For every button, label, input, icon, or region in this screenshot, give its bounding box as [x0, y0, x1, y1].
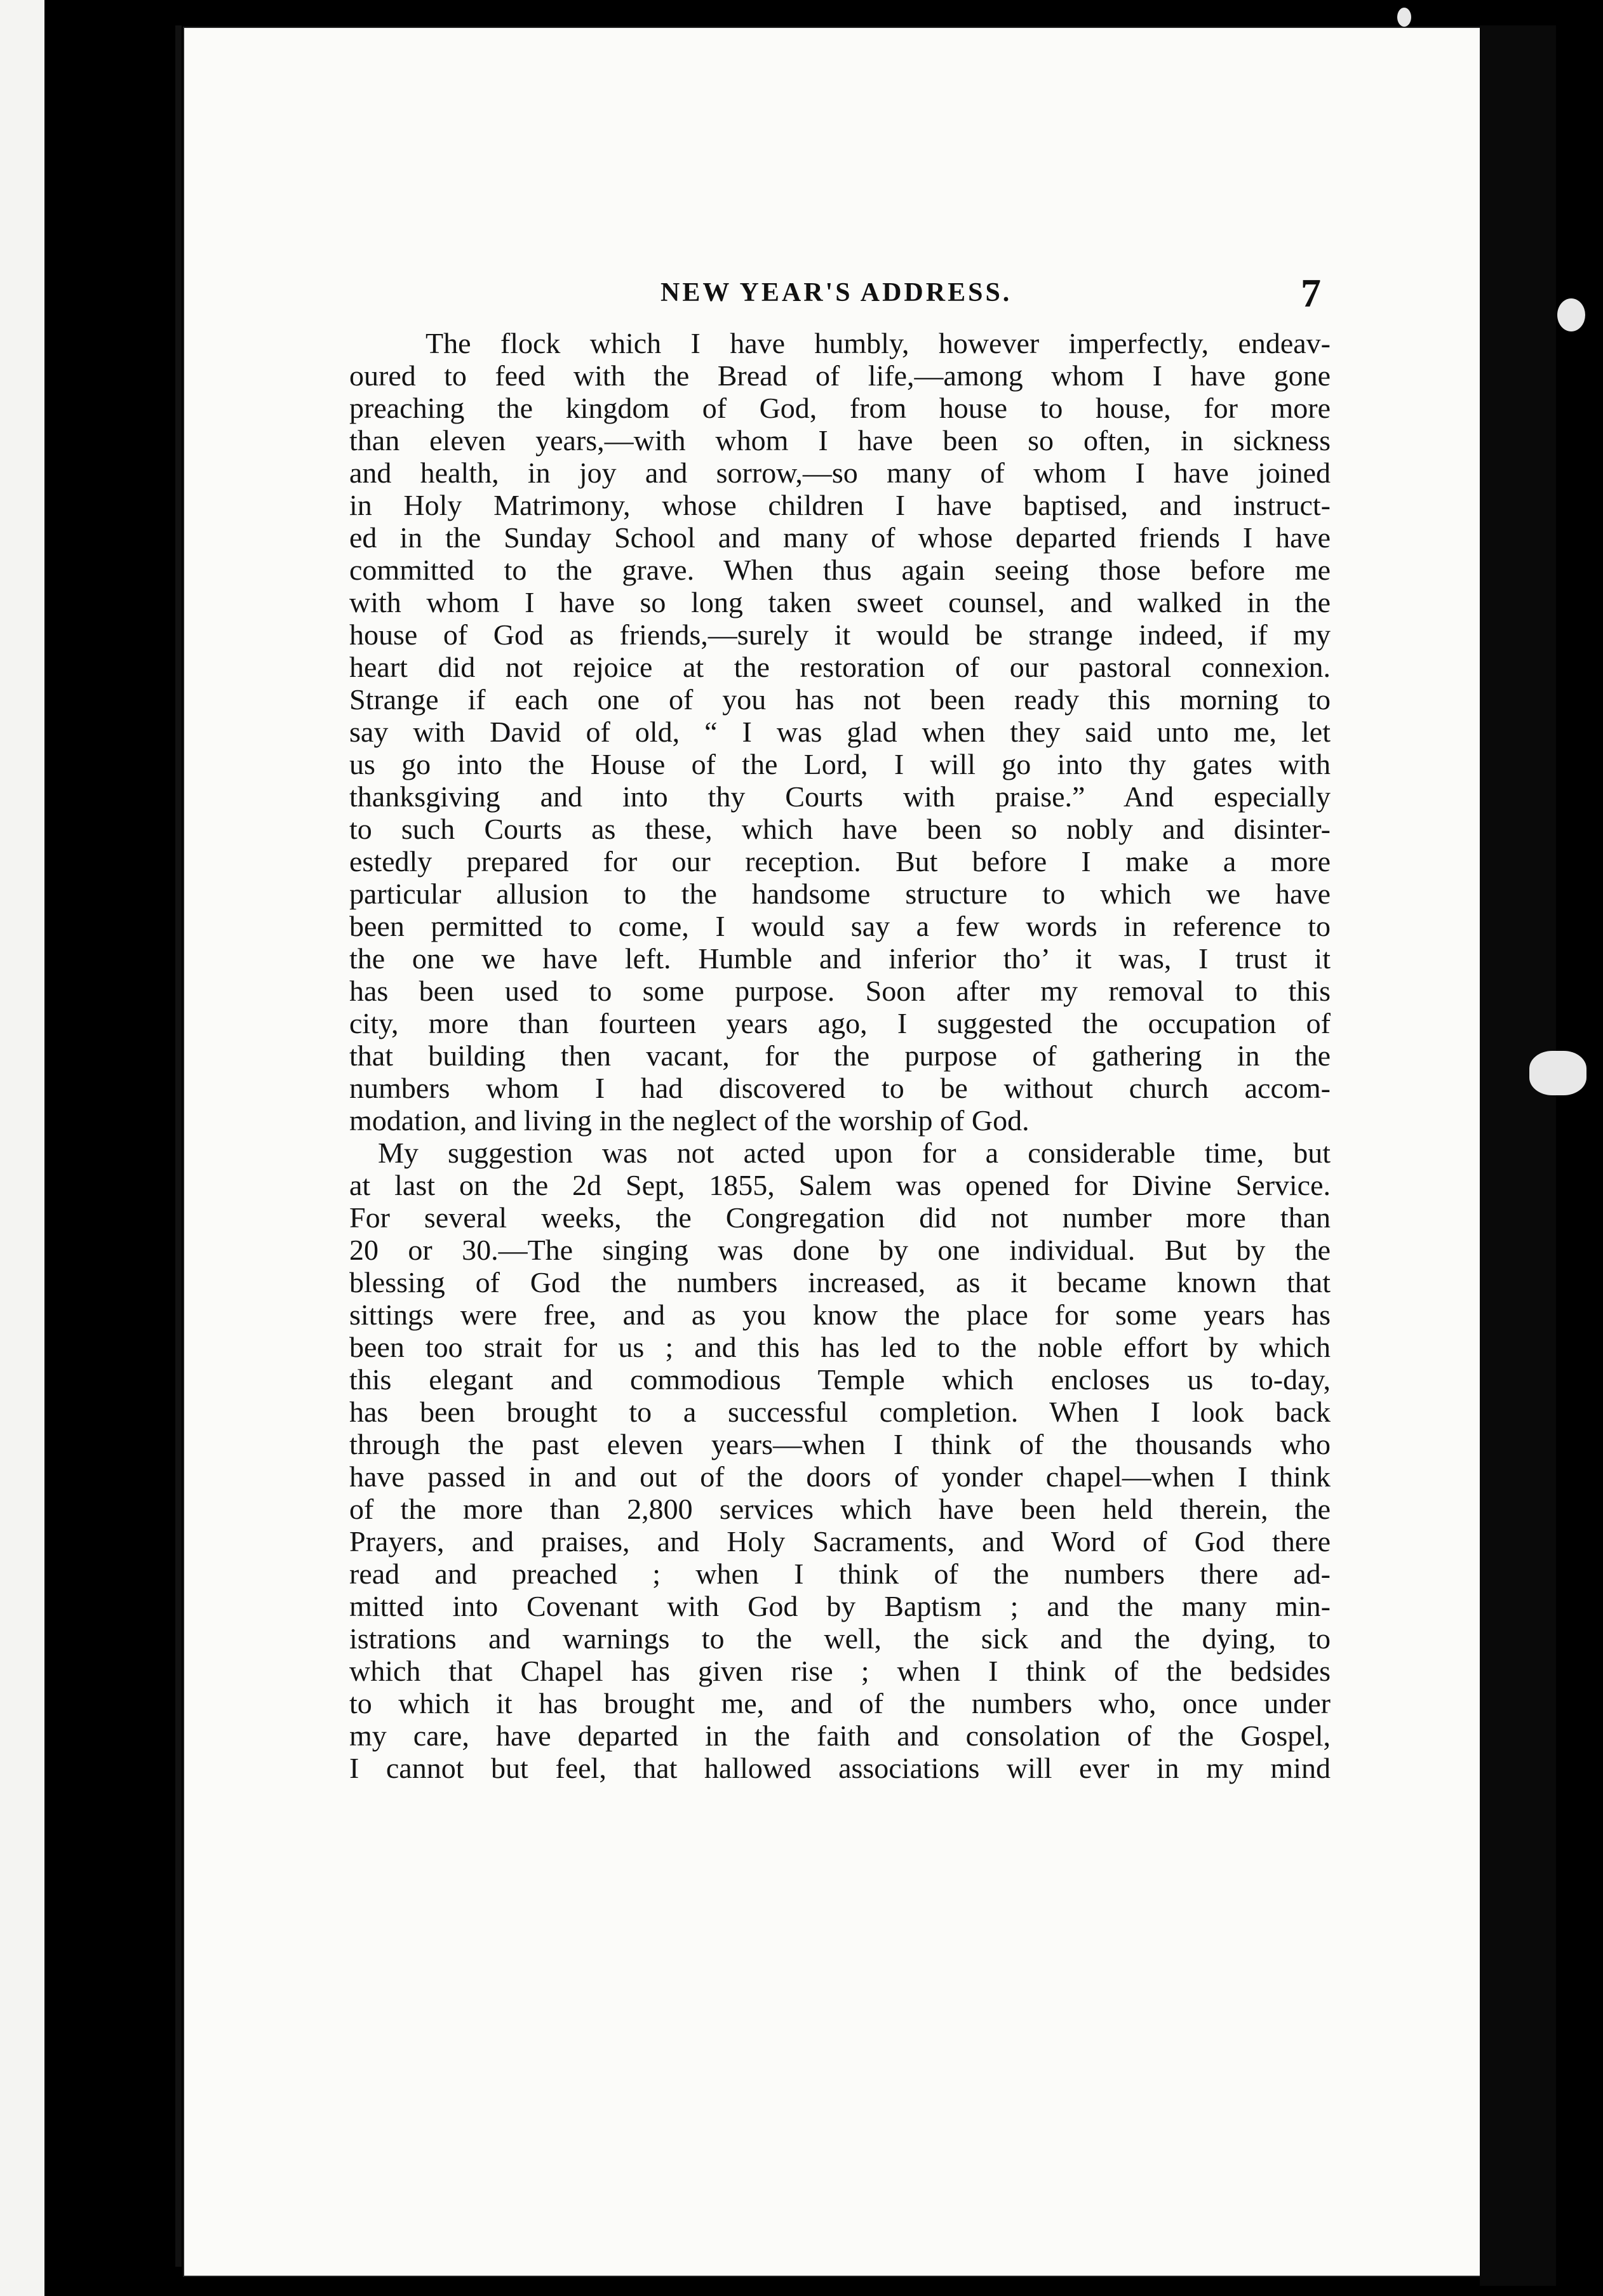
text-line: sittings were free, and as you know the place for some years has [349, 1298, 1331, 1331]
text-line: heart did not rejoice at the restoration of our pastoral connexion. [349, 651, 1331, 683]
text-line: city, more than fourteen years ago, I suggested the occupation of [349, 1007, 1331, 1039]
page-number: 7 [1301, 270, 1321, 316]
text-line: estedly prepared for our reception. But before I make a more [349, 845, 1331, 878]
text-line: preaching the kingdom of God, from house to house, for more [349, 392, 1331, 424]
text-line: has been used to some purpose. Soon after my removal to this [349, 975, 1331, 1007]
text-line: committed to the grave. When thus again seeing those before me [349, 554, 1331, 586]
text-line: through the past eleven years—when I think of the thousands who [349, 1428, 1331, 1460]
text-line: numbers whom I had discovered to be without church accom- [349, 1072, 1331, 1104]
scan-speck [1397, 8, 1411, 27]
text-line: 20 or 30.—The singing was done by one individual. But by the [349, 1234, 1331, 1266]
text-line: modation, and living in the neglect of the worship of God. [349, 1104, 1030, 1137]
text-line: oured to feed with the Bread of life,—among whom I have gone [349, 359, 1331, 392]
text-line: that building then vacant, for the purpose of gathering in the [349, 1039, 1331, 1072]
text-line: us go into the House of the Lord, I will go into thy gates with [349, 748, 1331, 780]
text-line: say with David of old, “ I was glad when they said unto me, let [349, 716, 1331, 748]
text-line: particular allusion to the handsome structure to which we have [349, 878, 1331, 910]
text-line: this elegant and commodious Temple which encloses us to-day, [349, 1363, 1331, 1396]
text-line: Prayers, and praises, and Holy Sacraments, and Word of God there [349, 1525, 1331, 1558]
text-line: has been brought to a successful completion. When I look back [349, 1396, 1331, 1428]
text-line: been permitted to come, I would say a few words in reference to [349, 910, 1331, 942]
text-line: to such Courts as these, which have been so nobly and disinter- [349, 813, 1331, 845]
text-line: thanksgiving and into thy Courts with praise.” And especially [349, 780, 1331, 813]
text-line: The flock which I have humbly, however imperfectly, endeav- [426, 327, 1331, 359]
text-line: read and preached ; when I think of the numbers there ad- [349, 1558, 1331, 1590]
page-gutter-shadow [175, 25, 182, 2267]
text-line: than eleven years,—with whom I have been so often, in sickness [349, 424, 1331, 457]
text-line: with whom I have so long taken sweet counsel, and walked in the [349, 586, 1331, 618]
scan-speck [1529, 1051, 1586, 1095]
scan-speck [1557, 298, 1585, 331]
text-line: my care, have departed in the faith and consolation of the Gospel, [349, 1719, 1331, 1752]
scan-right-edge [1480, 25, 1556, 2286]
text-line: mitted into Covenant with God by Baptism ; and the many min- [349, 1590, 1331, 1622]
text-line: been too strait for us ; and this has led to the noble effort by which [349, 1331, 1331, 1363]
running-header [661, 270, 1321, 321]
text-line: which that Chapel has given rise ; when I think of the bedsides [349, 1655, 1331, 1687]
text-line: ed in the Sunday School and many of whose departed friends I have [349, 521, 1331, 554]
text-line: have passed in and out of the doors of yonder chapel—when I think [349, 1460, 1331, 1493]
text-line: istrations and warnings to the well, the sick and the dying, to [349, 1622, 1331, 1655]
text-line: I cannot but feel, that hallowed associations will ever in my mind [349, 1752, 1331, 1784]
text-line: in Holy Matrimony, whose children I have baptised, and instruct- [349, 489, 1331, 521]
text-line: house of God as friends,—surely it would be strange indeed, if my [349, 618, 1331, 651]
text-line: the one we have left. Humble and inferior tho’ it was, I trust it [349, 942, 1331, 975]
scan-left-margin [0, 0, 44, 2296]
text-line: blessing of God the numbers increased, as it became known that [349, 1266, 1331, 1298]
text-line: and health, in joy and sorrow,—so many of whom I have joined [349, 457, 1331, 489]
body-text [349, 327, 1331, 1784]
text-line: to which it has brought me, and of the numbers who, once under [349, 1687, 1331, 1719]
text-line: at last on the 2d Sept, 1855, Salem was opened for Divine Service. [349, 1169, 1331, 1201]
text-line: For several weeks, the Congregation did not number more than [349, 1201, 1331, 1234]
text-line: of the more than 2,800 services which have been held therein, the [349, 1493, 1331, 1525]
running-head-title: NEW YEAR'S ADDRESS. [661, 278, 1012, 307]
text-line: Strange if each one of you has not been ready this morning to [349, 683, 1331, 716]
text-line: My suggestion was not acted upon for a considerable time, but [378, 1137, 1331, 1169]
